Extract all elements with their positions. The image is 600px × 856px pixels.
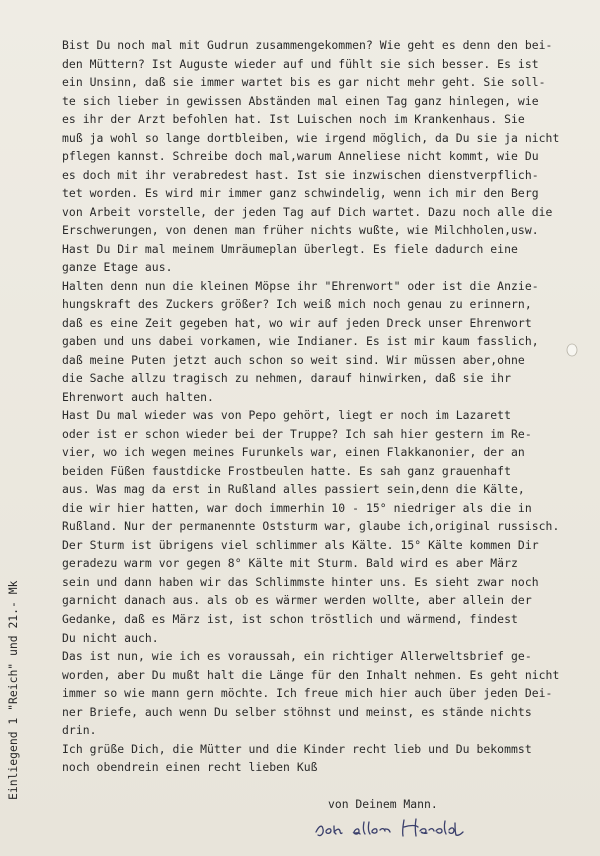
letter-line: immer so wie mann gern möchte. Ich freue mich hier auch über jeden Dei-: [62, 686, 553, 701]
letter-line: die Sache allzu tragisch zu nehmen, darauf hinwirken, daß sie ihr: [62, 371, 512, 386]
letter-line: beiden Füßen faustdicke Frostbeulen hatte. Es sah ganz grauenhaft: [62, 463, 512, 478]
letter-line: Bist Du noch mal mit Gudrun zusammengekommen? Wie geht es denn den bei-: [62, 38, 553, 52]
letter-line: Halten denn nun die kleinen Möpse ihr "Ehrenwort" oder ist die Anzie-: [62, 278, 539, 293]
letter-line: Erschwerungen, von denen man früher nichts wußte, wie Milchholen,usw.: [62, 223, 539, 238]
letter-line: vier, wo ich wegen meines Furunkels war, einen Flakkanonier, der an: [62, 445, 525, 460]
letter-line: muß ja wohl so lange dortbleiben, wie irgend möglich, da Du sie ja nicht: [62, 130, 560, 145]
letter-line: Das ist nun, wie ich es voraussah, ein richtiger Allerweltsbrief ge-: [62, 649, 532, 664]
letter-line: oder ist er schon wieder bei der Truppe? Ich sah hier gestern im Re-: [62, 426, 532, 441]
letter-line: Hast Du Dir mal meinem Umräumeplan überlegt. Es fiele dadurch eine: [62, 241, 518, 256]
letter-line: Du nicht auch.: [62, 630, 159, 645]
letter-line: Gedanke, daß es März ist, ist schon tröstlich und wärmend, findest: [62, 611, 518, 626]
signature-text: Dein alter Harald: [312, 814, 319, 815]
letter-line: noch obendrein einen recht lieben Kuß: [62, 760, 318, 775]
letter-line: garnicht danach aus. als ob es wärmer werden wollte, aber allein der: [62, 593, 532, 608]
punch-hole: [565, 342, 579, 358]
letter-line: Der Sturm ist übrigens viel schlimmer als Kälte. 15° Kälte kommen Dir: [62, 537, 539, 552]
letter-line: von Arbeit vorstelle, der jeden Tag auf Dich wartet. Dazu noch alle die: [62, 204, 553, 219]
letter-line: pflegen kannst. Schreibe doch mal,warum Anneliese nicht kommt, wie Du: [62, 149, 539, 164]
letter-line: ner Briefe, auch wenn Du selber stöhnst und meinst, es stände nichts: [62, 704, 532, 719]
letter-line: Hast Du mal wieder was von Pepo gehört, liegt er noch im Lazarett: [62, 408, 512, 423]
letter-line: geradezu warm vor gegen 8° Kälte mit Sturm. Bald wird es aber März: [62, 556, 518, 571]
letter-line: es doch mit ihr verabredest hast. Ist sie inzwischen dienstverpflich-: [62, 167, 539, 182]
letter-body: [62, 36, 592, 777]
letter-line: ganze Etage aus.: [62, 260, 173, 275]
letter-line: Rußland. Nur der permanennte Oststurm war, glaube ich,original russisch.: [62, 519, 560, 534]
letter-line: die wir hier hatten, war doch immerhin 10 - 15° niedriger als die in: [62, 500, 532, 515]
letter-line: te sich lieber in gewissen Abständen mal einen Tag ganz hinlegen, wie: [62, 93, 539, 108]
letter-line: daß es eine Zeit gegeben hat, wo wir auf jeden Dreck unser Ehrenwort: [62, 315, 532, 330]
letter-line: Ehrenwort auch halten.: [62, 389, 214, 404]
letter-line: gaben und uns dabei vorkamen, wie Indianer. Es ist mir kaum fasslich,: [62, 334, 539, 349]
letter-line: hungskraft des Zuckers größer? Ich weiß mich noch genau zu erinnern,: [62, 297, 532, 312]
letter-line: ein Unsinn, daß sie immer wartet bis es gar nicht mehr geht. Sie soll-: [62, 75, 546, 90]
letter-line: drin.: [62, 723, 97, 738]
letter-line: es ihr der Arzt befohlen hat. Ist Luischen noch im Krankenhaus. Sie: [62, 112, 525, 127]
letter-line: Ich grüße Dich, die Mütter und die Kinder recht lieb und Du bekommst: [62, 741, 532, 756]
letter-line: daß meine Puten jetzt auch schon so weit sind. Wir müssen aber,ohne: [62, 352, 525, 367]
letter-line: sein und dann haben wir das Schlimmste hinter uns. Es sieht zwar noch: [62, 574, 539, 589]
handwritten-signature: [312, 814, 482, 844]
letter-line: aus. Was mag da erst in Rußland alles passiert sein,denn die Kälte,: [62, 482, 525, 497]
margin-note: Einliegend 1 "Reich" und 21.- Mk: [6, 580, 20, 800]
letter-line: worden, aber Du mußt halt die Länge für den Inhalt nehmen. Es geht nicht: [62, 667, 560, 682]
letter-line: tet worden. Es wird mir immer ganz schwindelig, wenn ich mir den Berg: [62, 186, 539, 201]
closing-line: von Deinem Mann.: [328, 797, 438, 811]
letter-line: den Müttern? Ist Auguste wieder auf und fühlt sie sich besser. Es ist: [62, 56, 539, 71]
